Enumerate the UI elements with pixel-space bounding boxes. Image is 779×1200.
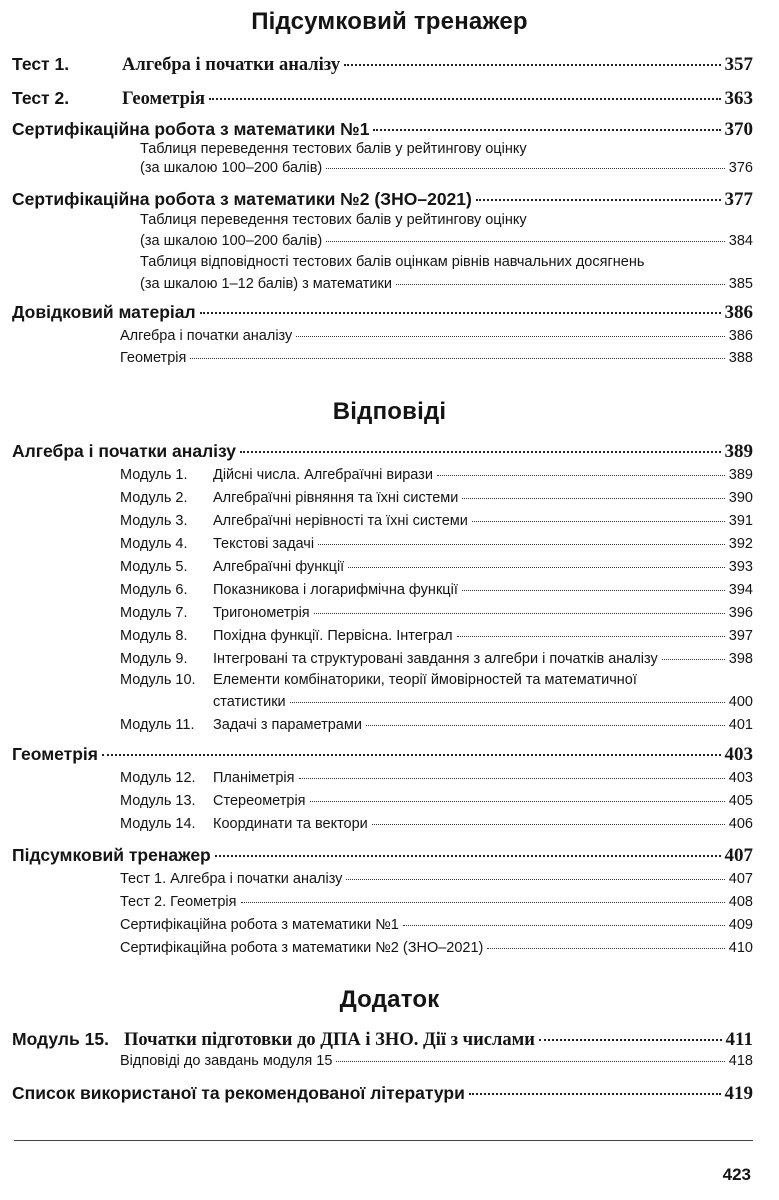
cert2-sub2-line1: Таблиця відповідності тестових балів оцінкам рівнів навчальних досягнень bbox=[140, 254, 645, 270]
page-ref: 400 bbox=[728, 694, 753, 710]
leader-dots bbox=[403, 925, 725, 926]
leader-dots bbox=[200, 312, 721, 314]
leader-dots bbox=[326, 241, 725, 242]
leader-dots bbox=[462, 498, 724, 499]
cert2-sub1-line1: Таблиця переведення тестових балів у рейтингову оцінку bbox=[140, 212, 527, 228]
entry-title: (за шкалою 1–12 балів) з математики bbox=[140, 276, 392, 292]
entry-title: Сертифікаційна робота з математики №1 bbox=[12, 119, 370, 139]
page-ref: 410 bbox=[728, 940, 753, 956]
toc-entry-module-12[interactable] bbox=[120, 770, 753, 786]
leader-dots bbox=[469, 1093, 721, 1095]
leader-dots bbox=[437, 475, 725, 476]
leader-dots bbox=[318, 544, 725, 545]
module-title: Показникова і логарифмічна функції bbox=[213, 582, 458, 598]
entry-title: Сертифікаційна робота з математики №2 (ЗНО–2021) bbox=[12, 189, 472, 209]
module-title: Задачі з параметрами bbox=[213, 717, 362, 733]
cert1-sub1-line1: Таблиця переведення тестових балів у рейтингову оцінку bbox=[140, 141, 527, 157]
toc-entry-answers-trainer[interactable] bbox=[12, 845, 753, 867]
module-number: Модуль 7. bbox=[120, 605, 188, 621]
page-ref: 385 bbox=[728, 276, 753, 292]
module-number: Модуль 10. bbox=[120, 672, 196, 688]
entry-title: Геометрія bbox=[12, 744, 99, 764]
module-title: Алгебраїчні рівняння та їхні системи bbox=[213, 490, 459, 506]
leader-dots bbox=[348, 567, 725, 568]
entry-title: Довідковий матеріал bbox=[12, 302, 196, 322]
module-title: Алгебраїчні нерівності та їхні системи bbox=[213, 513, 468, 529]
entry-title: Тест 2. Геометрія bbox=[120, 894, 237, 910]
entry-title: Алгебра і початки аналізу bbox=[12, 441, 237, 461]
module-title: Похідна функції. Первісна. Інтеграл bbox=[213, 628, 453, 644]
toc-entry-trainer-item[interactable] bbox=[120, 894, 753, 910]
module-number: Модуль 9. bbox=[120, 651, 188, 667]
leader-dots bbox=[209, 98, 720, 100]
entry-title: Тест 1. Алгебра і початки аналізу bbox=[120, 871, 343, 887]
entry-title: Сертифікаційна робота з математики №1 bbox=[120, 917, 399, 933]
leader-dots bbox=[539, 1039, 722, 1041]
module-number: Модуль 11. bbox=[120, 717, 195, 733]
toc-entry-trainer-item[interactable] bbox=[120, 871, 753, 887]
page-ref: 370 bbox=[724, 119, 753, 140]
leader-dots bbox=[240, 451, 720, 453]
leader-dots bbox=[336, 1061, 724, 1062]
toc-entry-test1[interactable] bbox=[12, 54, 753, 76]
toc-entry-trainer-item[interactable] bbox=[120, 917, 753, 933]
leader-dots bbox=[396, 284, 725, 285]
module-title: Елементи комбінаторики, теорії ймовірностей та математичної bbox=[213, 672, 637, 688]
page-ref: 384 bbox=[728, 233, 753, 249]
module-title: Алгебраїчні функції bbox=[213, 559, 345, 575]
leader-dots bbox=[662, 659, 725, 660]
module-number: Модуль 4. bbox=[120, 536, 188, 552]
page-ref: 363 bbox=[724, 88, 753, 109]
entry-title: Геометрія bbox=[120, 350, 187, 366]
leader-dots bbox=[290, 702, 725, 703]
toc-entry-answers-algebra[interactable] bbox=[12, 441, 753, 463]
toc-entry-cert2-table2[interactable] bbox=[140, 276, 753, 292]
entry-title: (за шкалою 100–200 балів) bbox=[140, 233, 323, 249]
leader-dots bbox=[326, 168, 725, 169]
page-ref: 377 bbox=[724, 189, 753, 210]
page-ref: 411 bbox=[725, 1029, 753, 1050]
toc-entry-module-2[interactable] bbox=[120, 490, 753, 506]
leader-dots bbox=[346, 879, 724, 880]
toc-entry-test2[interactable] bbox=[12, 88, 753, 110]
entry-title: (за шкалою 100–200 балів) bbox=[140, 160, 323, 176]
leader-dots bbox=[190, 358, 724, 359]
leader-dots bbox=[476, 199, 721, 201]
module-title: Тригонометрія bbox=[213, 605, 310, 621]
leader-dots bbox=[472, 521, 725, 522]
leader-dots bbox=[310, 801, 725, 802]
module-title: Стереометрія bbox=[213, 793, 306, 809]
page-ref: 401 bbox=[728, 717, 753, 733]
toc-entry-module-9[interactable] bbox=[120, 651, 753, 667]
toc-entry-module-4[interactable] bbox=[120, 536, 753, 552]
toc-entry-trainer-item[interactable] bbox=[120, 940, 753, 956]
toc-entry-literature[interactable] bbox=[12, 1083, 753, 1105]
module-title: Інтегровані та структуровані завдання з алгебри і початків аналізу bbox=[213, 651, 658, 667]
module-number: Модуль 2. bbox=[120, 490, 188, 506]
entry-title: Відповіді до завдань модуля 15 bbox=[120, 1053, 333, 1069]
toc-entry-module10-line1[interactable] bbox=[120, 672, 753, 688]
module-number: Модуль 14. bbox=[120, 816, 196, 832]
page-ref: 389 bbox=[724, 441, 753, 462]
page-ref: 357 bbox=[724, 54, 753, 75]
page-ref: 389 bbox=[728, 467, 753, 483]
module-number: Модуль 12. bbox=[120, 770, 196, 786]
toc-entry-answers-geometry[interactable] bbox=[12, 744, 753, 766]
toc-entry-cert2[interactable] bbox=[12, 189, 753, 211]
module-number: Модуль 1. bbox=[120, 467, 188, 483]
page-ref: 390 bbox=[728, 490, 753, 506]
toc-entry-module-6[interactable] bbox=[120, 582, 753, 598]
page-ref: 398 bbox=[728, 651, 753, 667]
module-number: Модуль 5. bbox=[120, 559, 188, 575]
toc-entry-module11[interactable] bbox=[120, 717, 753, 733]
leader-dots bbox=[314, 613, 725, 614]
module-title: Координати та вектори bbox=[213, 816, 368, 832]
module-number: Модуль 15. bbox=[12, 1029, 109, 1049]
leader-dots bbox=[372, 824, 725, 825]
page-ref: 386 bbox=[728, 328, 753, 344]
page-number: 423 bbox=[722, 1165, 751, 1184]
toc-entry-module-7[interactable] bbox=[120, 605, 753, 621]
page-ref: 403 bbox=[728, 770, 753, 786]
section-title-answers: Відповіді bbox=[332, 398, 447, 425]
toc-entry-module15-answers[interactable] bbox=[120, 1053, 753, 1069]
entry-label: Тест 2. bbox=[12, 88, 70, 108]
leader-dots bbox=[373, 129, 720, 131]
page-ref: 409 bbox=[728, 917, 753, 933]
page-ref: 393 bbox=[728, 559, 753, 575]
page-ref: 386 bbox=[724, 302, 753, 323]
module-number: Модуль 6. bbox=[120, 582, 188, 598]
page-ref: 418 bbox=[728, 1053, 753, 1069]
module-number: Модуль 8. bbox=[120, 628, 188, 644]
toc-entry-module-13[interactable] bbox=[120, 793, 753, 809]
toc-entry-cert1[interactable] bbox=[12, 119, 753, 141]
page-ref: 376 bbox=[728, 160, 753, 176]
entry-title: Алгебра і початки аналізу bbox=[120, 328, 293, 344]
page-ref: 391 bbox=[728, 513, 753, 529]
entry-title: Список використаної та рекомендованої літератури bbox=[12, 1083, 465, 1103]
page-ref: 405 bbox=[728, 793, 753, 809]
toc-entry-module15[interactable] bbox=[12, 1029, 753, 1051]
leader-dots bbox=[366, 725, 725, 726]
entry-title: Геометрія bbox=[122, 89, 206, 109]
leader-dots bbox=[102, 754, 720, 756]
module-title: Планіметрія bbox=[213, 770, 295, 786]
entry-title: Алгебра і початки аналізу bbox=[122, 55, 341, 75]
leader-dots bbox=[457, 636, 725, 637]
leader-dots bbox=[299, 778, 725, 779]
entry-label: Тест 1. bbox=[12, 54, 70, 74]
toc-entry-reference-algebra[interactable] bbox=[120, 328, 753, 344]
page-ref: 403 bbox=[724, 744, 753, 765]
toc-entry-cert2-table1[interactable] bbox=[140, 233, 753, 249]
leader-dots bbox=[344, 64, 720, 66]
leader-dots bbox=[487, 948, 724, 949]
toc-entry-reference[interactable] bbox=[12, 302, 753, 324]
page-ref: 394 bbox=[728, 582, 753, 598]
toc-entry-module-5[interactable] bbox=[120, 559, 753, 575]
toc-entry-module10[interactable] bbox=[213, 694, 753, 710]
entry-title: Підсумковий тренажер bbox=[12, 845, 211, 865]
toc-entry-module-1[interactable] bbox=[120, 467, 753, 483]
module-title-cont: статистики bbox=[213, 694, 286, 710]
leader-dots bbox=[241, 902, 725, 903]
page-ref: 407 bbox=[724, 845, 753, 866]
page-ref: 408 bbox=[728, 894, 753, 910]
page-ref: 388 bbox=[728, 350, 753, 366]
module-title: Дійсні числа. Алгебраїчні вирази bbox=[213, 467, 433, 483]
section-title-appendix: Додаток bbox=[339, 986, 440, 1013]
leader-dots bbox=[462, 590, 725, 591]
toc-entry-reference-geometry[interactable] bbox=[120, 350, 753, 366]
entry-title: Початки підготовки до ДПА і ЗНО. Дії з числами bbox=[124, 1030, 535, 1050]
page-ref: 406 bbox=[728, 816, 753, 832]
entry-title: Сертифікаційна робота з математики №2 (ЗНО–2021) bbox=[120, 940, 484, 956]
leader-dots bbox=[215, 855, 721, 857]
section-title-trainer: Підсумковий тренажер bbox=[251, 8, 528, 35]
toc-entry-module-8[interactable] bbox=[120, 628, 753, 644]
toc-entry-module-3[interactable] bbox=[120, 513, 753, 529]
page-ref: 392 bbox=[728, 536, 753, 552]
toc-entry-cert1-table[interactable] bbox=[140, 160, 753, 176]
module-title: Текстові задачі bbox=[213, 536, 315, 552]
page-ref: 419 bbox=[724, 1083, 753, 1104]
page-ref: 397 bbox=[728, 628, 753, 644]
module-number: Модуль 13. bbox=[120, 793, 196, 809]
page-ref: 407 bbox=[728, 871, 753, 887]
module-number: Модуль 3. bbox=[120, 513, 188, 529]
footer-rule bbox=[14, 1140, 753, 1141]
page-ref: 396 bbox=[728, 605, 753, 621]
leader-dots bbox=[296, 336, 725, 337]
toc-entry-module-14[interactable] bbox=[120, 816, 753, 832]
